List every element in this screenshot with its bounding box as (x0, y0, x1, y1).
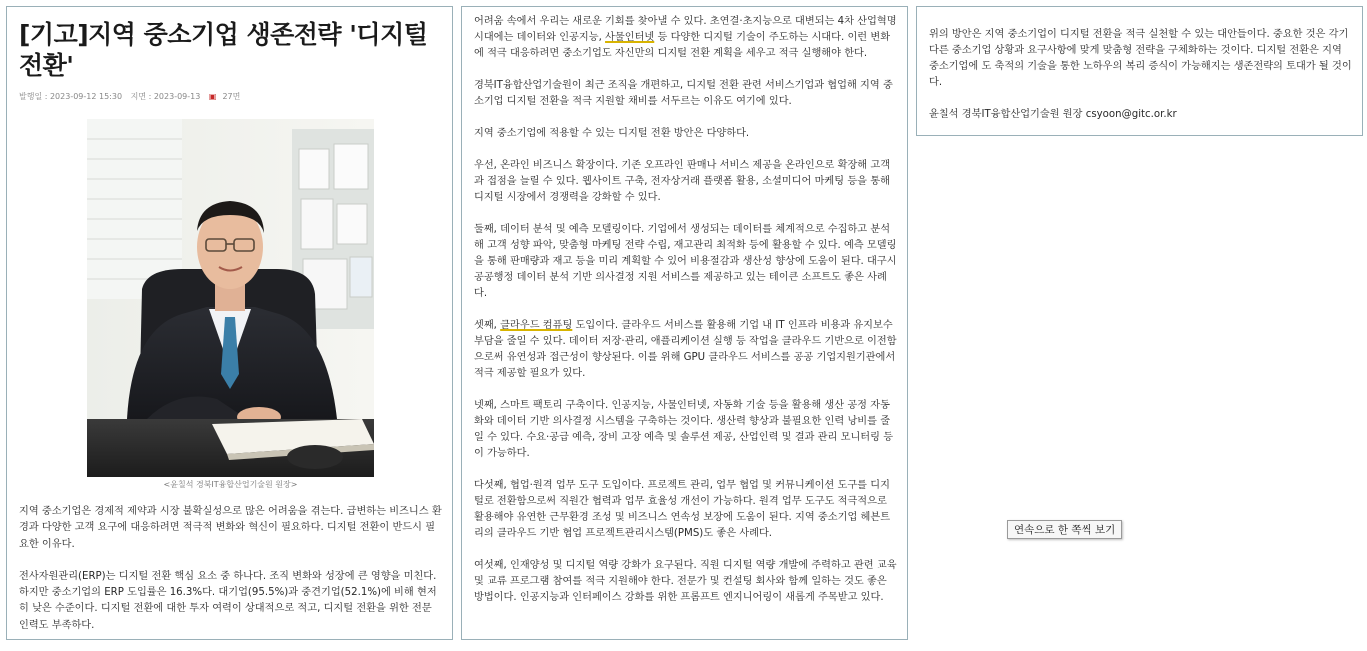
article-body-page2 (474, 14, 899, 622)
paragraph: 우선, 온라인 비즈니스 확장이다. 기존 오프라인 판매나 서비스 제공을 온라인으로 확장해 고객과 접점을 늘릴 수 있다. 웹사이트 구축, 전자상거래 플랫폼 활용, 소셜미디어 마케팅 등을 통해 디지털 시장에서 경쟁력을 강화할 수 있다. (474, 160, 891, 203)
highlighted-term: 클라우드 컴퓨팅 (500, 320, 573, 331)
paragraph: 경북IT융합산업기술원이 최근 조직을 개편하고, 디지털 전환 관련 서비스기업과 협업해 지역 중소기업 디지털 전환을 적극 지원할 채비를 서두르는 이유도 여기에 있다. (474, 80, 893, 107)
published-date: 발행일 : 2023-09-12 15:30 (19, 92, 123, 101)
paragraph: 지역 중소기업은 경제적 제약과 시장 불확실성으로 많은 어려움을 겪는다. 급변하는 비즈니스 환경과 다양한 고객 요구에 대응하려면 적극적 변화와 혁신이 필요하다. 디지털 전환이 반드시 필요한 이유다. (19, 506, 442, 550)
page-panel-2 (461, 6, 908, 640)
article-headline: [기고]지역 중소기업 생존전략 '디지털 전환' (19, 20, 428, 80)
paragraph: 넷째, 스마트 팩토리 구축이다. 인공지능, 사물인터넷, 자동화 기술 등을 활용해 생산 공정 자동화와 데이터 기반 의사결정 시스템을 구축하는 것이다. 생산력 향상과 불필요한 인력 낭비를 줄일 수 있다. 수요·공급 예측, 장비 고장 예측 및 솔루션 제공, 산업인력 및 결과 관리 모니터링 등이 가능하다. (474, 400, 894, 459)
photo-caption: <윤칠석 경북IT융합산업기술원 원장> (163, 480, 298, 489)
page-number: 27면 (222, 92, 241, 101)
article-body-page1 (19, 504, 444, 640)
author-photo (87, 119, 374, 477)
article-meta (19, 91, 246, 102)
paragraph: 어려움 속에서 우리는 새로운 기회를 찾아낼 수 있다. 초연결·초지능으로 대변되는 4차 산업혁명 시대에는 데이터와 인공지능, 사물인터넷 등 다양한 디지털 기술이 주도하는 시대다. 이런 변화에 적극 대응하려면 중소기업도 자신만의 디지털 전환 계획을 세우고 적극 실행해야 한다. (474, 16, 897, 59)
paragraph: 위의 방안은 지역 중소기업이 디지털 전환을 적극 실천할 수 있는 대안들이다. 중요한 것은 각기 다른 중소기업 상황과 요구사항에 맞게 맞춤형 전략을 구체화하는 것이다. 디지털 전환은 지역 중소기업에 도 축적의 기술을 통한 노하우의 복리 증식이 가능해지는 생존전략의 토대가 될 것이다. (929, 29, 1352, 88)
pdf-icon[interactable]: ▣ (208, 92, 217, 101)
paragraph: 셋째, 클라우드 컴퓨팅 도입이다. 클라우드 서비스를 활용해 기업 내 IT 인프라 비용과 유지보수 부담을 줄일 수 있다. 데이터 저장·관리, 애플리케이션 실행 등 작업을 클라우드 기반으로 이전함으로써 유연성과 접근성이 향상된다. 이를 위해 GPU 클라우드 서비스를 공공 기업지원기관에서 적극 제공할 필요가 있다. (474, 320, 897, 379)
paragraph: 전사자원관리(ERP)는 디지털 전환 핵심 요소 중 하나다. 조직 변화와 성장에 큰 영향을 미친다. 하지만 중소기업의 ERP 도입률은 16.3%다. 대기업(95.5%)과 중견기업(52.1%)에 비해 현저히 낮은 수준이다. 디지털 전환에 대한 투자 여력이 상대적으로 적고, 디지털 전환을 위한 전문 인력도 부족하다. (19, 570, 437, 631)
author-signature: 윤칠석 경북IT융합산업기술원 원장 csyoon@gitc.or.kr (929, 109, 1177, 120)
paragraph: 여섯째, 인재양성 및 디지털 역량 강화가 요구된다. 직원 디지털 역량 개발에 주력하고 관련 교육 및 교류 프로그램 참여를 적극 지원해야 한다. 전문가 및 컨설팅 회사와 함께 일하는 것도 좋은 방법이다. 인공지능과 인터페이스 강화를 위한 프롬프트 엔지니어링이 새롭게 주목받고 있다. (474, 560, 897, 603)
page-panel-3 (916, 6, 1363, 136)
paragraph: 다섯째, 협업·원격 업무 도구 도입이다. 프로젝트 관리, 업무 협업 및 커뮤니케이션 도구를 디지털로 전환함으로써 직원간 협력과 업무 효율성 개선이 가능하다. 원격 업무 도구도 적극적으로 활용해야 유연한 근무환경 조성 및 비즈니스 연속성 보장에 도움이 된다. 지역 중소기업 헤븐트리의 클라우드 기반 협업 프로젝트관리시스템(PMS)도 좋은 사례다. (474, 480, 891, 539)
page-panel-1 (6, 6, 453, 640)
highlighted-term: 사물인터넷 (605, 32, 655, 43)
paragraph: 둘째, 데이터 분석 및 예측 모델링이다. 기업에서 생성되는 데이터를 체계적으로 수집하고 분석해 고객 성향 파악, 맞춤형 마케팅 전략 수립, 재고관리 최적화 등에 활용할 수 있다. 예측 모델링을 통해 판매량과 재고 등을 미리 계획할 수 있어 비용절감과 생산성 향상에 도움이 된다. 대구시 공공행정 데이터 분석 기반 의사결정 지원 서비스를 제공하고 있는 테이큰 소프트도 좋은 사례다. (474, 224, 897, 299)
paragraph: 지역 중소기업에 적용할 수 있는 디지털 전환 방안은 다양하다. (474, 128, 750, 139)
article-body-page3 (929, 27, 1354, 136)
view-mode-tooltip: 연속으로 한 쪽씩 보기 (1007, 520, 1122, 539)
paper-date: 지면 : 2023-09-13 (130, 92, 201, 101)
